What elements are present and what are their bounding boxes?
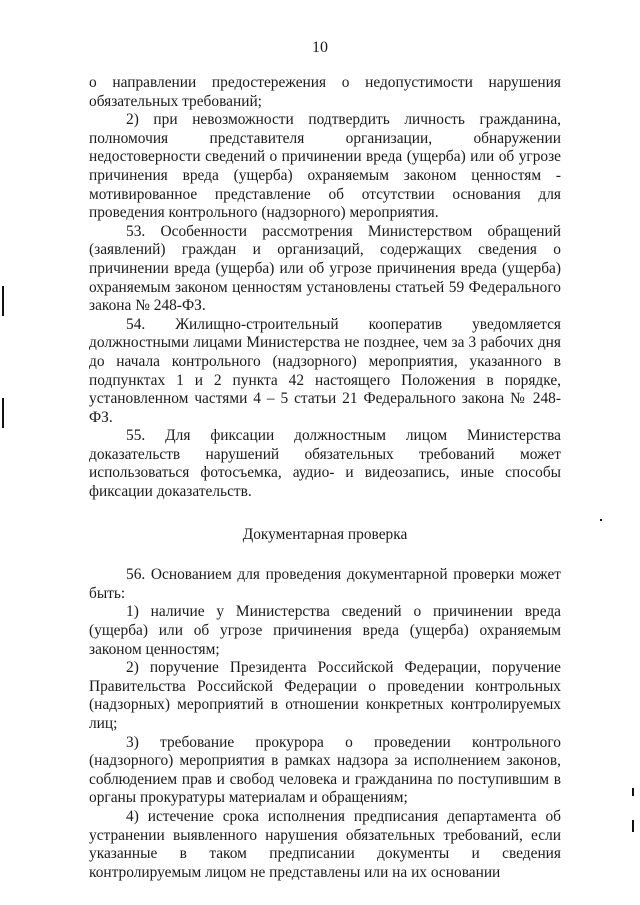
page-number: 10: [312, 39, 328, 56]
scan-speck: [600, 519, 602, 521]
scan-edge-mark: [2, 398, 4, 428]
paragraph-continuation: о направлении предостережения о недопустимости нарушения обязательных требований;: [89, 74, 561, 110]
paragraph-55: 55. Для фиксации должностным лицом Министерства доказательств нарушений обязательных требований может использоваться фотосъемка, аудио- и видеозапись, иные способы фиксации доказательств.: [89, 427, 561, 501]
paragraph-56-item-3: 3) требование прокурора о проведении контрольного (надзорного) мероприятия в рамках надзора за исполнением законов, соблюдением прав и свобод человека и гражданина по поступившим в органы прокуратуры материалам и обращениям;: [89, 733, 561, 807]
paragraph-56-item-2: 2) поручение Президента Российской Федерации, поручение Правительства Российской Федерации о проведении контрольных (надзорных) мероприятий в отношении конкретных контролируемых лиц;: [89, 659, 561, 732]
section-heading: Документарная проверка: [242, 525, 408, 543]
paragraph-56: 56. Основанием для проведения документарной проверки может быть:: [89, 566, 561, 602]
scan-edge-mark: [632, 788, 634, 796]
paragraph-56-item-4: 4) истечение срока исполнения предписания департамента об устранении выявленного нарушения обязательных требований, если указанные в таком предписании документы и сведения контролируемым лицом не представлены или на их основании: [89, 807, 561, 881]
paragraph-54: 54. Жилищно-строительный кооператив уведомляется должностными лицами Министерства не позднее, чем за 3 рабочих дня до начала контрольного (надзорного) мероприятия, указанного в подпунктах 1 и 2 пункта 42 настоящего Положения в порядке, установленном частями 4 – 5 статьи 21 Федерального закона № 248-ФЗ.: [89, 315, 561, 426]
scan-edge-mark: [632, 820, 634, 832]
paragraph-56-item-1: 1) наличие у Министерства сведений о причинении вреда (ущерба) или об угрозе причинения вреда (ущерба) охраняемым законом ценностям;: [89, 603, 561, 658]
scan-edge-mark: [2, 286, 4, 316]
document-body: [89, 74, 561, 882]
paragraph-53: 53. Особенности рассмотрения Министерством обращений (заявлений) граждан и организаций, содержащих сведения о причинении вреда (ущерба) или об угрозе причинения вреда (ущерба) охраняемым законом ценностям установлены статьей 59 Федерального закона № 248-ФЗ.: [89, 222, 561, 315]
paragraph-52-item-2: 2) при невозможности подтвердить личность гражданина, полномочия представителя организации, обнаружении недостоверности сведений о причинении вреда (ущерба) или об угрозе причинения вреда (ущерба) охраняемым законом ценностям - мотивированное представление об отсутствии основания для проведения контрольного (надзорного) мероприятия.: [89, 111, 561, 222]
